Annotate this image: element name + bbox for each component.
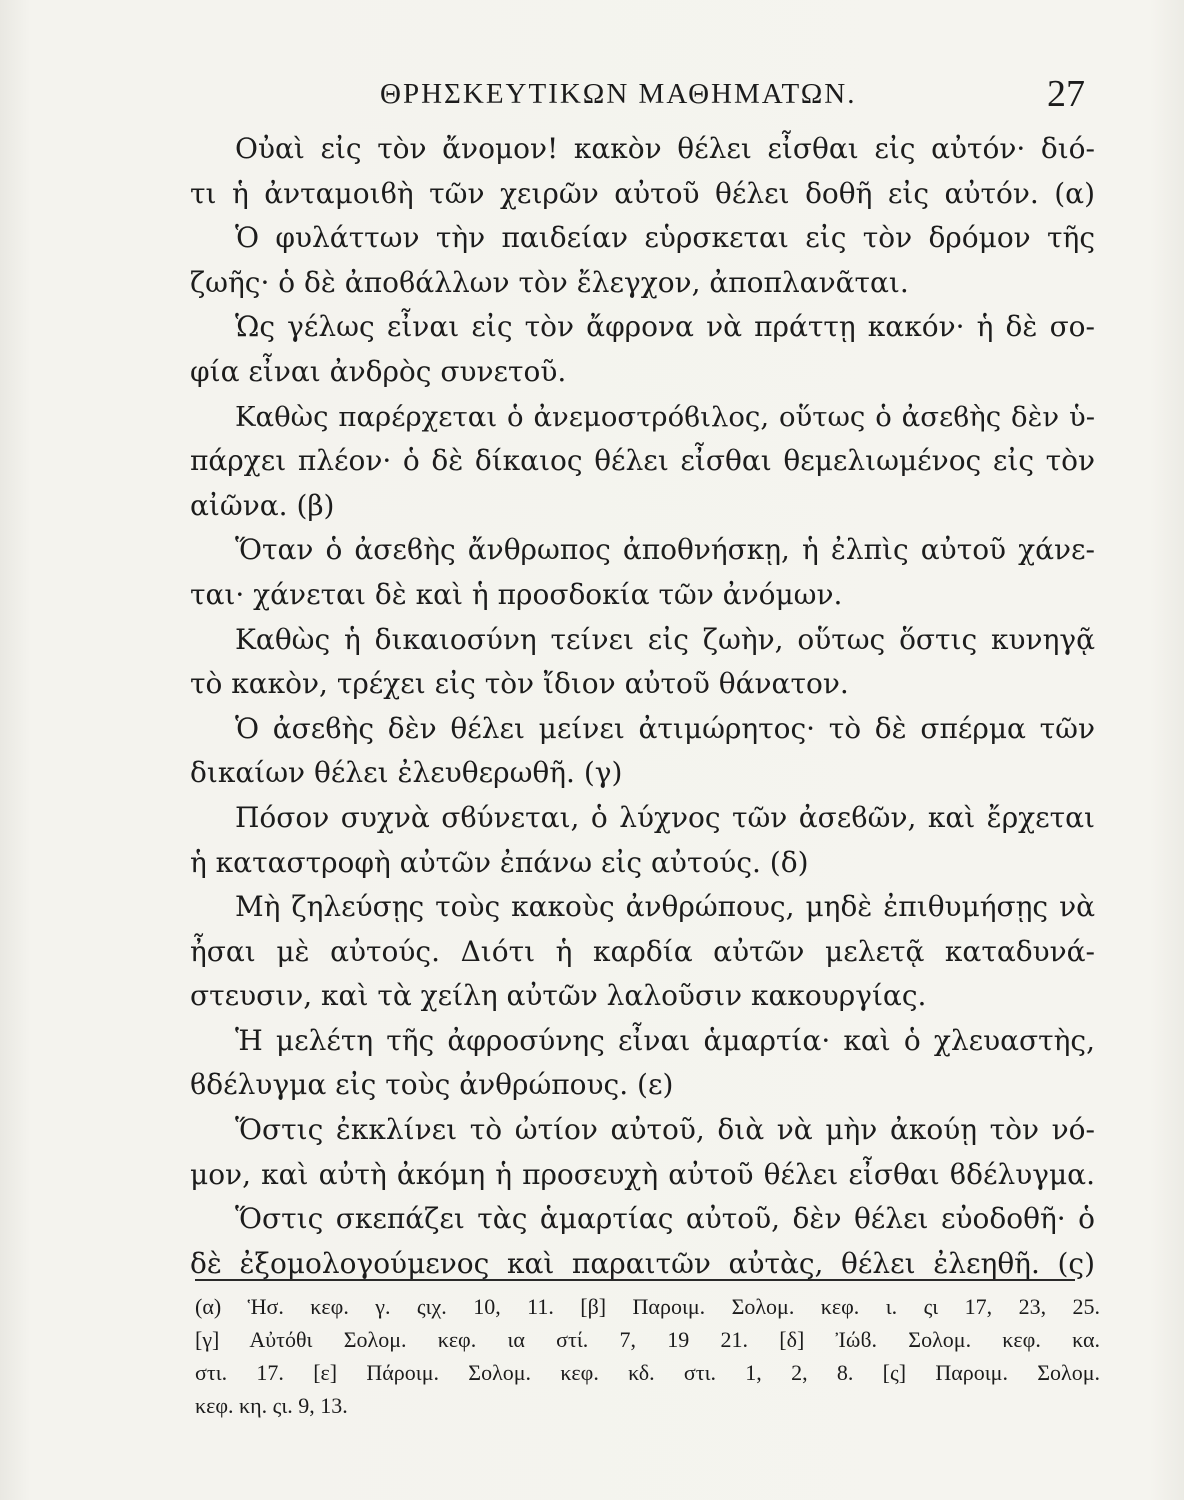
- text-line: Καθὼς παρέρχεται ὁ ἀνεμοστρόϐιλος, οὕτως ὁ ἀσεϐὴς δὲν ὑ-: [235, 400, 1095, 433]
- footnotes: [195, 1290, 1100, 1422]
- text-line: ἡ καταστροφὴ αὐτῶν ἐπάνω εἰς αὐτούς. (δ): [190, 845, 809, 879]
- page-number: 27: [1047, 73, 1085, 115]
- footnote-line: κεφ. κη. ςι. 9, 13.: [195, 1393, 348, 1418]
- text-line: ζωῆς· ὁ δὲ ἀποϐάλλων τὸν ἔλεγχον, ἀποπλανᾶται.: [190, 265, 909, 299]
- text-line: ἦσαι μὲ αὐτούς. Διότι ἡ καρδία αὐτῶν μελετᾷ καταδυνά-: [190, 934, 1095, 968]
- text-line: Ὅστις ἐκκλίνει τὸ ὠτίον αὐτοῦ, διὰ νὰ μὴν ἀκούῃ τὸν νό-: [235, 1113, 1095, 1147]
- text-line: Μὴ ζηλεύσῃς τοὺς κακοὺς ἀνθρώπους, μηδὲ ἐπιθυμήσῃς νὰ: [235, 890, 1095, 924]
- text-line: αἰῶνα. (β): [190, 488, 335, 522]
- text-line: ται· χάνεται δὲ καὶ ἡ προσδοκία τῶν ἀνόμων.: [190, 577, 843, 611]
- text-line: δικαίων θέλει ἐλευθερωθῆ. (γ): [190, 756, 623, 790]
- text-line: Ἡ μελέτη τῆς ἀφροσύνης εἶναι ἁμαρτία· καὶ ὁ χλευαστὴς,: [235, 1023, 1095, 1057]
- text-line: ϐδέλυγμα εἰς τοὺς ἀνθρώπους. (ε): [190, 1068, 674, 1102]
- text-line: τι ἡ ἀνταμοιϐὴ τῶν χειρῶν αὐτοῦ θέλει δοθῆ εἰς αὐτόν. (α): [190, 176, 1095, 210]
- footnote-divider: [195, 1279, 1075, 1281]
- footnote-line: [γ] Αὐτόθι Σολομ. κεφ. ια στί. 7, 19 21. [δ] Ἰώϐ. Σολομ. κεφ. κα.: [195, 1327, 1100, 1352]
- text-line: Ὁ φυλάττων τὴν παιδείαν εὑρσκεται εἰς τὸν δρόμον τῆς: [235, 221, 1095, 255]
- text-line: Ὅστις σκεπάζει τὰς ἁμαρτίας αὐτοῦ, δὲν θέλει εὐοδοθῆ· ὁ: [235, 1202, 1095, 1236]
- text-line: τὸ κακὸν, τρέχει εἰς τὸν ἴδιον αὐτοῦ θάνατον.: [190, 667, 849, 701]
- text-line: δὲ ἐξομολογούμενος καὶ παραιτῶν αὐτὰς, θέλει ἐλεηθῆ. (ς): [190, 1246, 1095, 1280]
- text-line: στευσιν, καὶ τὰ χείλη αὐτῶν λαλοῦσιν κακουργίας.: [190, 979, 927, 1013]
- footnote-line: στι. 17. [ε] Πάροιμ. Σολομ. κεφ. κδ. στι. 1, 2, 8. [ς] Παροιμ. Σολομ.: [195, 1360, 1100, 1385]
- text-line: Ὡς γέλως εἶναι εἰς τὸν ἄφρονα νὰ πράττῃ κακόν· ἡ δὲ σο-: [235, 310, 1095, 344]
- page-header: [120, 73, 1085, 118]
- main-text: [190, 127, 1095, 1286]
- text-line: πάρχει πλέον· ὁ δὲ δίκαιος θέλει εἶσθαι θεμελιωμένος εἰς τὸν: [190, 444, 1095, 478]
- text-line: Καθὼς ἡ δικαιοσύνη τείνει εἰς ζωὴν, οὕτως ὅστις κυνηγᾷ: [235, 622, 1095, 656]
- text-line: Ὁ ἀσεϐὴς δὲν θέλει μείνει ἀτιμώρητος· τὸ δὲ σπέρμα τῶν: [235, 711, 1095, 745]
- text-line: φία εἶναι ἀνδρὸς συνετοῦ.: [190, 354, 567, 388]
- running-title: ΘΡΗΣΚΕΥΤΙΚΩΝ ΜΑΘΗΜΑΤΩΝ.: [380, 78, 857, 110]
- text-line: Πόσον συχνὰ σϐύνεται, ὁ λύχνος τῶν ἀσεϐῶν, καὶ ἔρχεται: [235, 800, 1095, 834]
- text-line: Οὐαὶ εἰς τὸν ἄνομον! κακὸν θέλει εἶσθαι εἰς αὐτόν· διό-: [235, 132, 1095, 165]
- footnote-line: (α) Ἡσ. κεφ. γ. ςιχ. 10, 11. [β] Παροιμ. Σολομ. κεφ. ι. ςι 17, 23, 25.: [195, 1294, 1100, 1319]
- text-line: μον, καὶ αὐτὴ ἀκόμη ἡ προσευχὴ αὐτοῦ θέλει εἶσθαι ϐδέλυγμα.: [190, 1157, 1095, 1191]
- text-line: Ὅταν ὁ ἀσεϐὴς ἄνθρωπος ἀποθνήσκῃ, ἡ ἐλπὶς αὐτοῦ χάνε-: [235, 533, 1095, 567]
